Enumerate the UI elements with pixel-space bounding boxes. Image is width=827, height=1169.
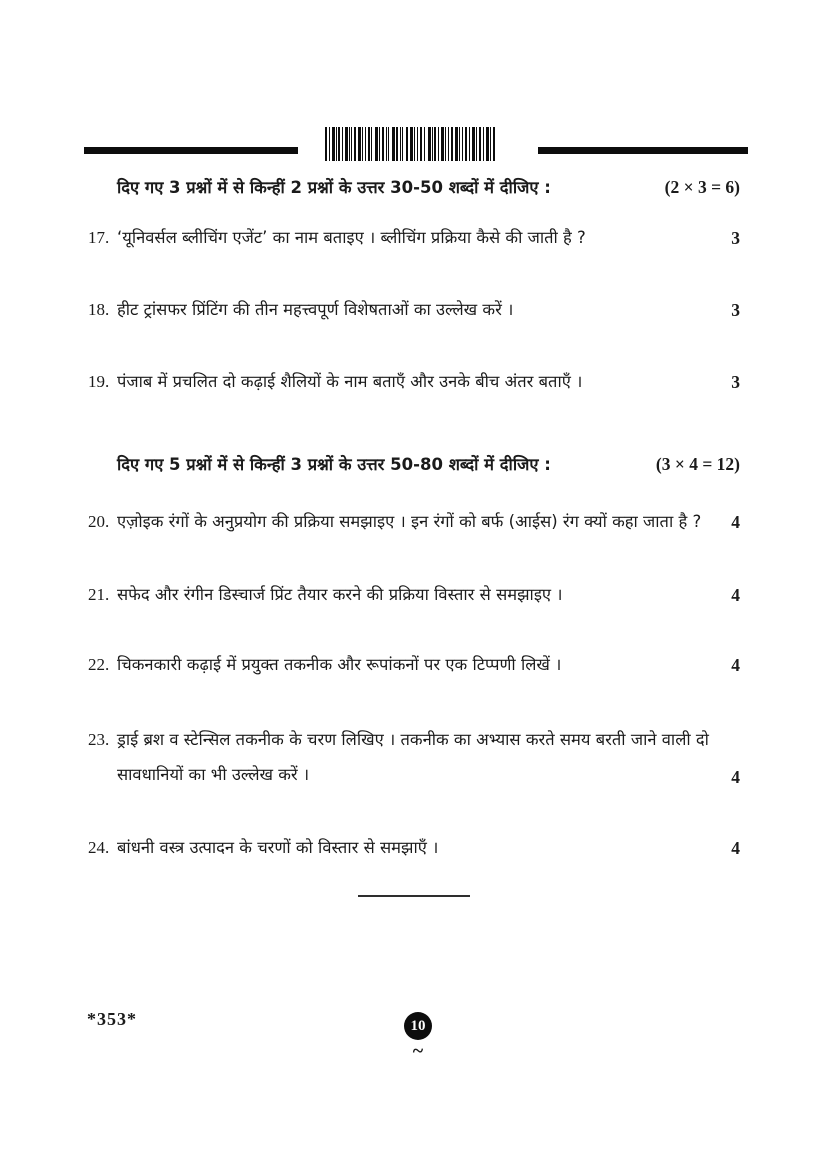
question-text: ‘यूनिवर्सल ब्लीचिंग एजेंट’ का नाम बताइए । ब्लीचिंग प्रक्रिया कैसे की जाती है ? bbox=[117, 228, 586, 247]
question-number: 24. bbox=[88, 838, 110, 857]
instruction-marks-scheme: (3 × 4 = 12) bbox=[655, 454, 740, 474]
question-marks: 4 bbox=[731, 655, 740, 675]
question-text: बांधनी वस्त्र उत्पादन के चरणों को विस्तार से समझाएँ । bbox=[117, 838, 439, 857]
question-18 bbox=[88, 299, 740, 321]
question-21 bbox=[88, 584, 740, 606]
page-number: 10 bbox=[410, 1017, 426, 1034]
section2-instruction bbox=[117, 453, 740, 476]
question-marks: 4 bbox=[731, 838, 740, 858]
question-marks: 4 bbox=[731, 585, 740, 605]
question-marks: 4 bbox=[731, 512, 740, 532]
question-20 bbox=[88, 511, 740, 533]
question-number: 21. bbox=[88, 585, 110, 604]
instruction-text: दिए गए 3 प्रश्नों में से किन्हीं 2 प्रश्नों के उत्तर 30-50 शब्दों में दीजिए : bbox=[117, 178, 551, 197]
paper-code: *353* bbox=[87, 1009, 137, 1029]
page-number-badge bbox=[404, 1012, 432, 1040]
question-marks: 4 bbox=[731, 767, 740, 787]
question-text: पंजाब में प्रचलित दो कढ़ाई शैलियों के नाम बताएँ और उनके बीच अंतर बताएँ । bbox=[117, 372, 583, 391]
question-text: सफेद और रंगीन डिस्चार्ज प्रिंट तैयार करने की प्रक्रिया विस्तार से समझाइए । bbox=[117, 585, 563, 604]
question-number: 19. bbox=[88, 372, 110, 391]
question-marks: 3 bbox=[731, 300, 740, 320]
instruction-marks-scheme: (2 × 3 = 6) bbox=[664, 177, 740, 197]
section1-instruction bbox=[117, 176, 740, 199]
question-text: चिकनकारी कढ़ाई में प्रयुक्त तकनीक और रूपांकनों पर एक टिप्पणी लिखें । bbox=[117, 655, 562, 674]
question-text: हीट ट्रांसफर प्रिंटिंग की तीन महत्त्वपूर्ण विशेषताओं का उल्लेख करें । bbox=[117, 300, 514, 319]
header-rule-left bbox=[84, 147, 298, 154]
barcode-image bbox=[325, 127, 495, 161]
footer-tilde-mark: ~ bbox=[412, 1040, 424, 1062]
question-text: एज़ोइक रंगों के अनुप्रयोग की प्रक्रिया समझाइए । इन रंगों को बर्फ (आईस) रंग क्यों कहा जाता है ? bbox=[117, 512, 702, 531]
question-number: 23. bbox=[88, 730, 110, 749]
question-19 bbox=[88, 371, 740, 393]
question-number: 17. bbox=[88, 228, 110, 247]
question-text: ड्राई ब्रश व स्टेन्सिल तकनीक के चरण लिखिए । तकनीक का अभ्यास करते समय बरती जाने वाली दो सावधानियों का भी उल्लेख करें । bbox=[117, 730, 709, 784]
end-separator-rule bbox=[358, 895, 470, 897]
question-24 bbox=[88, 837, 740, 859]
header-rule-right bbox=[538, 147, 748, 154]
question-marks: 3 bbox=[731, 228, 740, 248]
question-marks: 3 bbox=[731, 372, 740, 392]
question-23 bbox=[88, 729, 740, 788]
instruction-text: दिए गए 5 प्रश्नों में से किन्हीं 3 प्रश्नों के उत्तर 50-80 शब्दों में दीजिए : bbox=[117, 455, 551, 474]
question-22 bbox=[88, 654, 740, 676]
question-number: 18. bbox=[88, 300, 110, 319]
question-number: 22. bbox=[88, 655, 110, 674]
question-number: 20. bbox=[88, 512, 110, 531]
question-17 bbox=[88, 227, 740, 249]
